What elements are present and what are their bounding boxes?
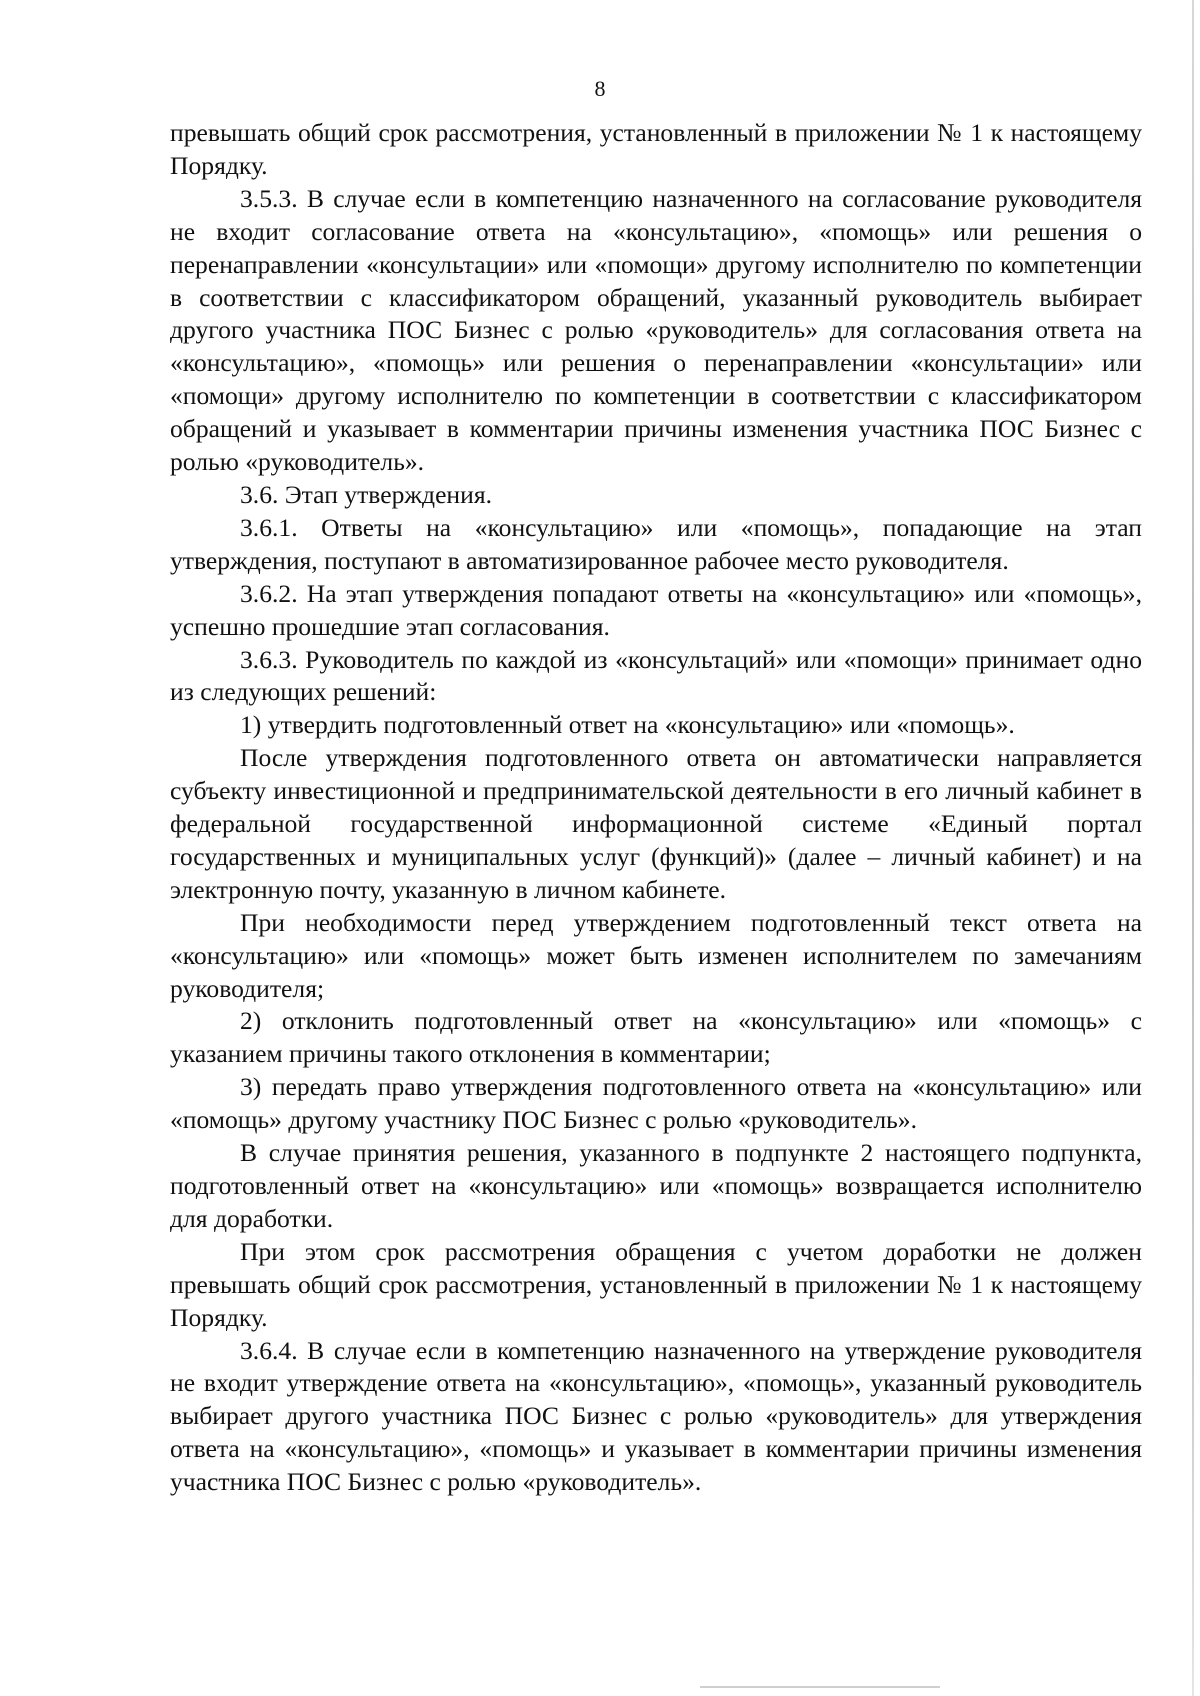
paragraph-if-necessary: При необходимости перед утверждением подготовленный текст ответа на «консультацию» или «помощь» может быть изменен исполнителем по замечаниям руководителя; — [170, 907, 1142, 1003]
paragraph-after-approval: После утверждения подготовленного ответа он автоматически направляется субъекту инвестиционной и предпринимательской деятельности в его личный кабинет в федеральной государственной информационной системе «Единый портал государственных и муниципальных услуг (функций)» (далее – личный кабинет) и на электронную почту, указанную в личном кабинете. — [170, 743, 1142, 904]
paragraph-continuation: превышать общий срок рассмотрения, установленный в приложении № 1 к настоящему Порядку. — [170, 118, 1142, 180]
list-item-3: 3) передать право утверждения подготовленного ответа на «консультацию» или «помощь» другому участнику ПОС Бизнес с ролью «руководитель». — [170, 1072, 1142, 1135]
paragraph-3-5-3: 3.5.3. В случае если в компетенцию назначенного на согласование руководителя не входит согласование ответа на «консультацию», «помощь» или решения о перенаправлении «консультации» или «помощи» другому исполнителю по компетенции в соответствии с классификатором обращений, указанный руководитель выбирает другого участника ПОС Бизнес с ролью «руководитель» для согласования ответа на «консультацию», «помощь» или решения о перенаправлении «консультации» или «помощи» другому исполнителю по компетенции в соответствии с классификатором обращений и указывает в комментарии причины изменения участника ПОС Бизнес с ролью «руководитель». — [170, 183, 1142, 477]
list-item-2: 2) отклонить подготовленный ответ на «консультацию» или «помощь» с указанием причины такого отклонения в комментарии; — [170, 1006, 1142, 1069]
scan-edge-line — [1192, 0, 1194, 1696]
scan-bottom-line — [700, 1686, 940, 1688]
paragraph-3-6-4: 3.6.4. В случае если в компетенцию назначенного на утверждение руководителя не входит утверждение ответа на «консультацию», «помощь», указанный руководитель выбирает другого участника ПОС Бизнес с ролью «руководитель» для утверждения ответа на «консультацию», «помощь» и указывает в комментарии причины изменения участника ПОС Бизнес с ролью «руководитель». — [170, 1335, 1142, 1497]
document-body — [170, 117, 1142, 1499]
paragraph-3-6-heading: 3.6. Этап утверждения. — [240, 479, 493, 509]
paragraph-3-6-3: 3.6.3. Руководитель по каждой из «консультаций» или «помощи» принимает одно из следующих решений: — [170, 644, 1142, 707]
page-number: 8 — [594, 76, 606, 101]
paragraph-3-6-2: 3.6.2. На этап утверждения попадают ответы на «консультацию» или «помощь», успешно прошедшие этап согласования. — [170, 578, 1142, 641]
list-item-1: 1) утвердить подготовленный ответ на «консультацию» или «помощь». — [240, 710, 1015, 740]
paragraph-decision-case: В случае принятия решения, указанного в подпункте 2 настоящего подпункта, подготовленный ответ на «консультацию» или «помощь» возвращается исполнителю для доработки. — [170, 1138, 1142, 1233]
paragraph-3-6-1: 3.6.1. Ответы на «консультацию» или «помощь», попадающие на этап утверждения, поступают в автоматизированное рабочее место руководителя. — [170, 512, 1142, 575]
paragraph-deadline: При этом срок рассмотрения обращения с учетом доработки не должен превышать общий срок рассмотрения, установленный в приложении № 1 к настоящему Порядку. — [170, 1236, 1142, 1332]
